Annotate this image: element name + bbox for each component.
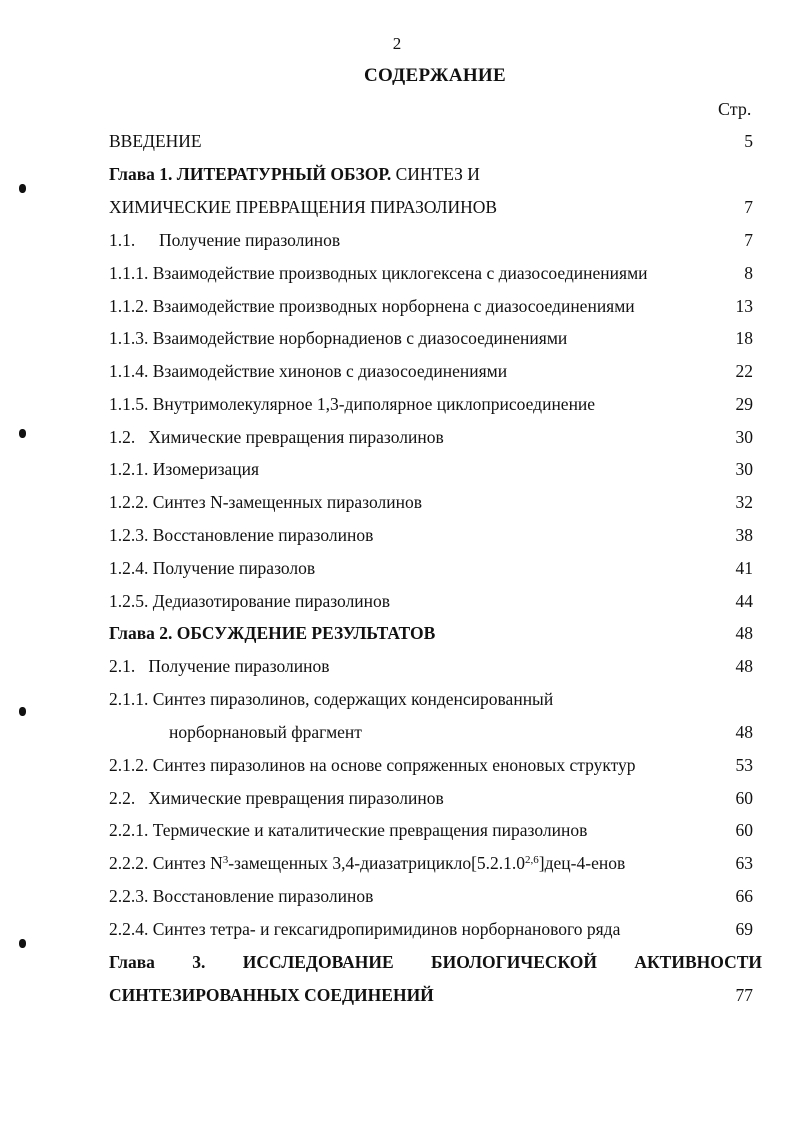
toc-entry-1-2-3	[109, 522, 753, 548]
toc-entry-2-2-1	[109, 817, 753, 843]
page-title: СОДЕРЖАНИЕ	[364, 65, 506, 86]
toc-entry-page: 30	[735, 427, 753, 447]
toc-entry-2-1-1-line-1	[109, 686, 753, 712]
toc-entry-page: 48	[735, 623, 753, 643]
toc-entry-2-2-3	[109, 883, 753, 909]
toc-entry-1-2-1	[109, 456, 753, 482]
toc-entry-text: 1.2.1. Изомеризация	[109, 459, 260, 479]
toc-entry-2-1-2	[109, 752, 753, 778]
toc-entry-1-1-4	[109, 358, 753, 384]
toc-entry-1-2-2	[109, 489, 753, 515]
toc-entry-rest-part: СИНТЕЗ И	[391, 164, 480, 184]
toc-entry-text: ХИМИЧЕСКИЕ ПРЕВРАЩЕНИЯ ПИРАЗОЛИНОВ	[109, 197, 498, 217]
toc-entry-page: 7	[744, 230, 753, 250]
toc-entry-text: Получение пиразолинов	[159, 230, 341, 250]
toc-entry-page: 41	[735, 558, 753, 578]
toc-entry-text: 2.2.1. Термические и каталитические превращения пиразолинов	[109, 820, 588, 840]
toc-entry-text: 1.2. Химические превращения пиразолинов	[109, 427, 444, 447]
toc-entry-text: 1.2.2. Синтез N-замещенных пиразолинов	[109, 492, 422, 512]
toc-entry-1-1	[109, 227, 753, 253]
toc-entry-text: ВВЕДЕНИЕ	[109, 131, 202, 151]
toc-entry-text: Глава 2. ОБСУЖДЕНИЕ РЕЗУЛЬТАТОВ	[109, 623, 436, 643]
toc-entry-text: 1.1.1. Взаимодействие производных циклогексена с диазосоединениями	[109, 263, 648, 283]
toc-entry-2-2	[109, 785, 753, 811]
toc-entry-text: 1.1.5. Внутримолекулярное 1,3-диполярное циклоприсоединение	[109, 394, 596, 414]
toc-entry-page: 60	[735, 820, 753, 840]
binding-hole-mark	[19, 429, 26, 438]
toc-entry-text: 2.2. Химические превращения пиразолинов	[109, 788, 444, 808]
toc-entry-text: 1.1.4. Взаимодействие хинонов с диазосоединениями	[109, 361, 508, 381]
toc-entry-text	[109, 161, 480, 187]
toc-entry-page: 66	[735, 886, 753, 906]
toc-entry-text-a: 2.2.2. Синтез N	[109, 853, 223, 873]
toc-entry-sup-a: 3	[222, 854, 229, 866]
toc-entry-chapter-1-line-2	[109, 194, 753, 220]
toc-entry-page: 5	[744, 131, 753, 151]
toc-entry-text: 1.1.2. Взаимодействие производных норборнена с диазосоединениями	[109, 296, 635, 316]
binding-hole-mark	[19, 184, 26, 193]
toc-entry-page: 22	[735, 361, 753, 381]
binding-hole-mark	[19, 939, 26, 948]
toc-entry-text: 1.2.5. Дедиазотирование пиразолинов	[109, 591, 391, 611]
toc-entry-1-2	[109, 424, 753, 450]
page-number: 2	[392, 34, 402, 53]
toc-entry-1-1-2	[109, 293, 753, 319]
toc-entry-text-c: ]дец-4-енов	[538, 853, 626, 873]
toc-entry-page: 18	[735, 328, 753, 348]
toc-entry-1-1-1	[109, 260, 753, 286]
toc-entry-sup-b: 2,6	[525, 854, 539, 866]
toc-entry-page: 60	[735, 788, 753, 808]
toc-entry-page: 63	[735, 853, 753, 873]
toc-entry-page: 13	[735, 296, 753, 316]
toc-entry-page: 38	[735, 525, 753, 545]
toc-entry-text: СИНТЕЗИРОВАННЫХ СОЕДИНЕНИЙ	[109, 985, 434, 1005]
toc-entry-text: 1.1.3. Взаимодействие норборнадиенов с диазосоединениями	[109, 328, 568, 348]
toc-entry-page: 48	[735, 722, 753, 742]
toc-entry-page: 48	[735, 656, 753, 676]
toc-entry-chapter-3-line-2	[109, 982, 753, 1008]
toc-entry-page: 69	[735, 919, 753, 939]
toc-entry-page: 8	[744, 263, 753, 283]
toc-entry-text: 2.2.3. Восстановление пиразолинов	[109, 886, 374, 906]
toc-entry-1-1-3	[109, 325, 753, 351]
toc-entry-page: 32	[735, 492, 753, 512]
toc-entry-text	[109, 850, 625, 876]
toc-entry-page: 53	[735, 755, 753, 775]
toc-entry-bold-part: Глава 1. ЛИТЕРАТУРНЫЙ ОБЗОР.	[109, 164, 392, 184]
toc-entry-introduction	[109, 128, 753, 154]
toc-entry-2-1	[109, 653, 753, 679]
toc-entry-text: 1.2.3. Восстановление пиразолинов	[109, 525, 374, 545]
toc-entry-chapter-1-line-1	[109, 161, 753, 187]
toc-entry-1-1-5	[109, 391, 753, 417]
toc-entry-page: 44	[735, 591, 753, 611]
toc-entry-text: 2.2.4. Синтез тетра- и гексагидропиримидинов норборнанового ряда	[109, 919, 621, 939]
page-column-header: Стр.	[718, 99, 752, 119]
toc-entry-1-2-4	[109, 555, 753, 581]
toc-entry-text: 2.1. Получение пиразолинов	[109, 656, 330, 676]
toc-entry-page: 7	[744, 197, 753, 217]
binding-hole-mark	[19, 707, 26, 716]
toc-entry-2-1-1-line-2	[109, 719, 753, 745]
toc-entry-page: 30	[735, 459, 753, 479]
toc-entry-2-2-2	[109, 850, 753, 876]
toc-entry-text: норборнановый фрагмент	[169, 722, 362, 742]
toc-entry-text: Глава 3. ИССЛЕДОВАНИЕ БИОЛОГИЧЕСКОЙ АКТИВНОСТИ	[109, 952, 762, 972]
toc-entry-chapter-3-line-1	[109, 949, 762, 975]
toc-entry-chapter-2	[109, 620, 753, 646]
toc-entry-text: 2.1.1. Синтез пиразолинов, содержащих конденсированный	[109, 689, 554, 709]
toc-entry-number: 1.1.	[109, 230, 136, 250]
toc-entry-text: 2.1.2. Синтез пиразолинов на основе сопряженных еноновых структур	[109, 755, 636, 775]
toc-entry-page: 77	[735, 985, 753, 1005]
toc-entry-text: 1.2.4. Получение пиразолов	[109, 558, 316, 578]
toc-entry-1-2-5	[109, 588, 753, 614]
toc-entry-page: 29	[735, 394, 753, 414]
toc-entry-2-2-4	[109, 916, 753, 942]
toc-entry-text-b: -замещенных 3,4-диазатрицикло[5.2.1.0	[228, 853, 526, 873]
